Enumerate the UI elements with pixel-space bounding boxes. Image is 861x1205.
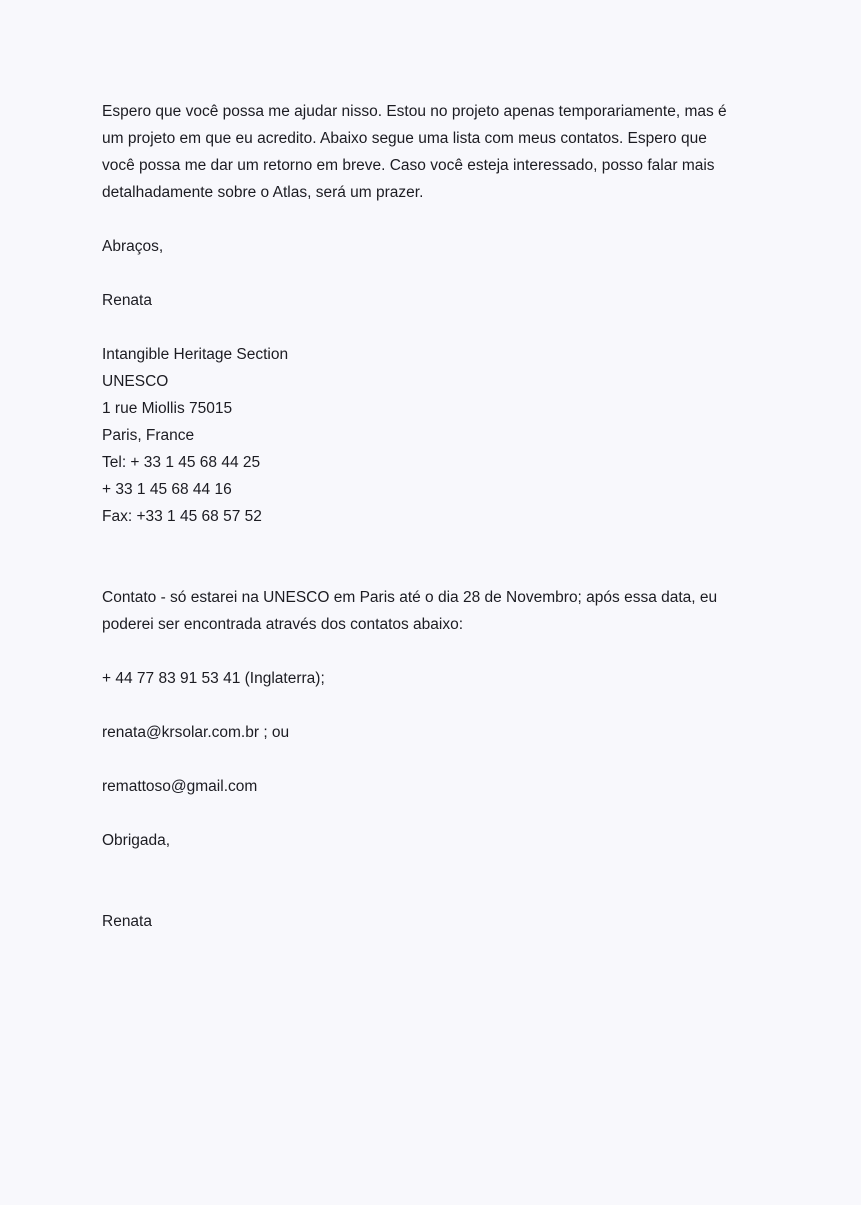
address-tel-2: + 33 1 45 68 44 16 xyxy=(102,481,232,498)
intro-line: detalhadamente sobre o Atlas, será um prazer. xyxy=(102,184,424,201)
address-org: UNESCO xyxy=(102,373,169,390)
intro-line: você possa me dar um retorno em breve. Caso você esteja interessado, posso falar mais xyxy=(102,157,715,174)
intro-line: um projeto em que eu acredito. Abaixo segue uma lista com meus contatos. Espero que xyxy=(102,130,707,147)
address-section: Intangible Heritage Section xyxy=(102,346,289,363)
address-street: 1 rue Miollis 75015 xyxy=(102,400,233,417)
address-block xyxy=(102,341,762,530)
intro-paragraph xyxy=(102,98,762,206)
address-fax: Fax: +33 1 45 68 57 52 xyxy=(102,508,262,525)
contact-line: poderei ser encontrada através dos contatos abaixo: xyxy=(102,616,464,633)
email-primary: renata@krsolar.com.br ; ou xyxy=(102,724,290,741)
closing-thanks: Obrigada, xyxy=(102,832,171,849)
signature-name-final: Renata xyxy=(102,913,152,930)
closing-greeting: Abraços, xyxy=(102,238,164,255)
email-secondary: remattoso@gmail.com xyxy=(102,778,258,795)
contact-paragraph xyxy=(102,584,762,638)
intro-line: Espero que você possa me ajudar nisso. Estou no projeto apenas temporariamente, mas é xyxy=(102,103,727,120)
signature-name: Renata xyxy=(102,292,152,309)
address-city: Paris, France xyxy=(102,427,195,444)
address-tel-1: Tel: + 33 1 45 68 44 25 xyxy=(102,454,261,471)
phone-uk: + 44 77 83 91 53 41 (Inglaterra); xyxy=(102,670,325,687)
contact-line: Contato - só estarei na UNESCO em Paris até o dia 28 de Novembro; após essa data, eu xyxy=(102,589,718,606)
letter-body xyxy=(102,98,762,935)
